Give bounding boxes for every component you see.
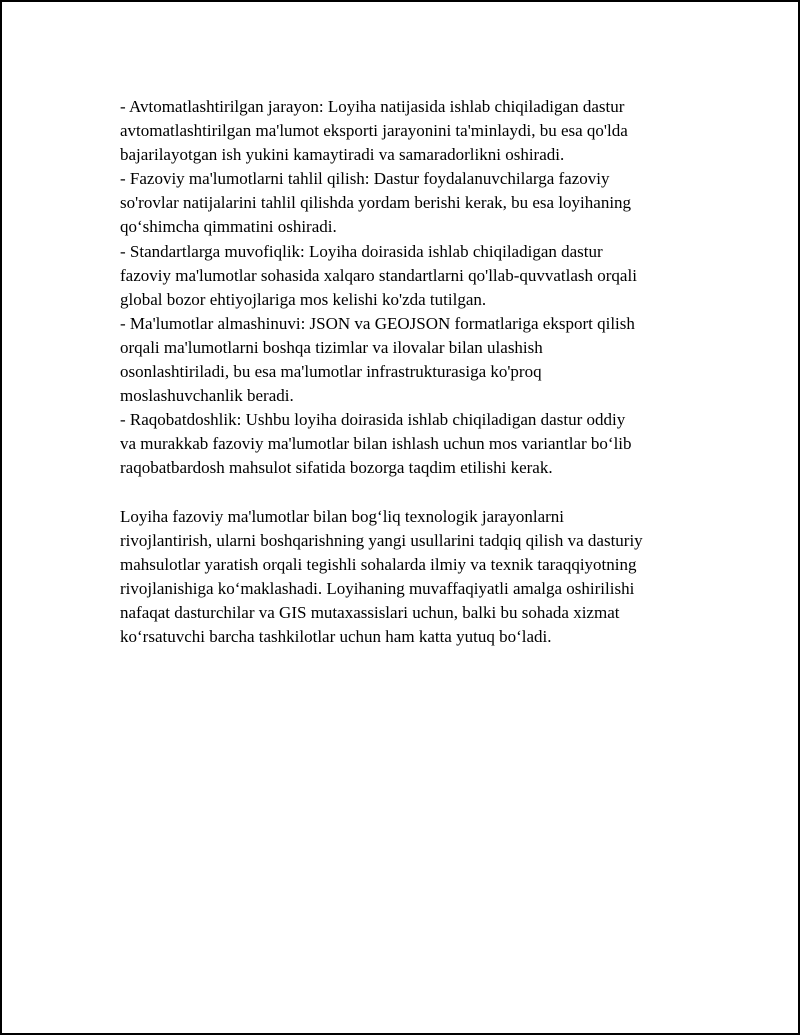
text-line: bajarilayotgan ish yukini kamaytiradi va samaradorlikni oshiradi.	[120, 145, 565, 165]
text-line: - Fazoviy ma'lumotlarni tahlil qilish: Dastur foydalanuvchilarga fazoviy	[120, 169, 610, 189]
text-line: - Raqobatdoshlik: Ushbu loyiha doirasida ishlab chiqiladigan dastur oddiy	[120, 410, 626, 430]
text-line: osonlashtiriladi, bu esa ma'lumotlar infrastrukturasiga ko'proq	[120, 362, 542, 382]
paragraph-spacer	[120, 481, 700, 505]
text-line: ko‘rsatuvchi barcha tashkilotlar uchun ham katta yutuq bo‘ladi.	[120, 627, 552, 647]
text-line: rivojlantirish, ularni boshqarishning yangi usullarini tadqiq qilish va dasturiy	[120, 530, 643, 550]
paragraph-conclusion	[120, 505, 700, 650]
text-line: so'rovlar natijalarini tahlil qilishda yordam berishi kerak, bu esa loyihaning	[120, 193, 632, 213]
text-line: raqobatbardosh mahsulot sifatida bozorga taqdim etilishi kerak.	[120, 458, 553, 478]
text-line: va murakkab fazoviy ma'lumotlar bilan ishlash uchun mos variantlar bo‘lib	[120, 434, 632, 454]
text-line: fazoviy ma'lumotlar sohasida xalqaro standartlarni qo'llab-quvvatlash orqali	[120, 265, 637, 285]
text-line: Loyiha fazoviy ma'lumotlar bilan bog‘liq texnologik jarayonlarni	[120, 506, 565, 526]
text-line: qo‘shimcha qimmatini oshiradi.	[120, 217, 337, 237]
text-line: - Avtomatlashtirilgan jarayon: Loyiha natijasida ishlab chiqiladigan dastur	[120, 97, 625, 116]
text-line: - Standartlarga muvofiqlik: Loyiha doirasida ishlab chiqiladigan dastur	[120, 241, 603, 261]
text-line: mahsulotlar yaratish orqali tegishli sohalarda ilmiy va texnik taraqqiyotning	[120, 554, 637, 574]
paragraph-benefits-list	[120, 95, 700, 481]
text-line: rivojlanishiga ko‘maklashadi. Loyihaning muvaffaqiyatli amalga oshirilishi	[120, 578, 635, 598]
text-line: orqali ma'lumotlarni boshqa tizimlar va ilovalar bilan ulashish	[120, 337, 543, 357]
text-line: nafaqat dasturchilar va GIS mutaxassislari uchun, balki bu sohada xizmat	[120, 602, 620, 622]
text-line: - Ma'lumotlar almashinuvi: JSON va GEOJSON formatlariga eksport qilish	[120, 313, 635, 333]
text-line: avtomatlashtirilgan ma'lumot eksporti jarayonini ta'minlaydi, bu esa qo'lda	[120, 121, 628, 141]
document-body	[120, 95, 700, 649]
text-line: global bozor ehtiyojlariga mos kelishi ko'zda tutilgan.	[120, 289, 487, 309]
text-line: moslashuvchanlik beradi.	[120, 386, 294, 406]
